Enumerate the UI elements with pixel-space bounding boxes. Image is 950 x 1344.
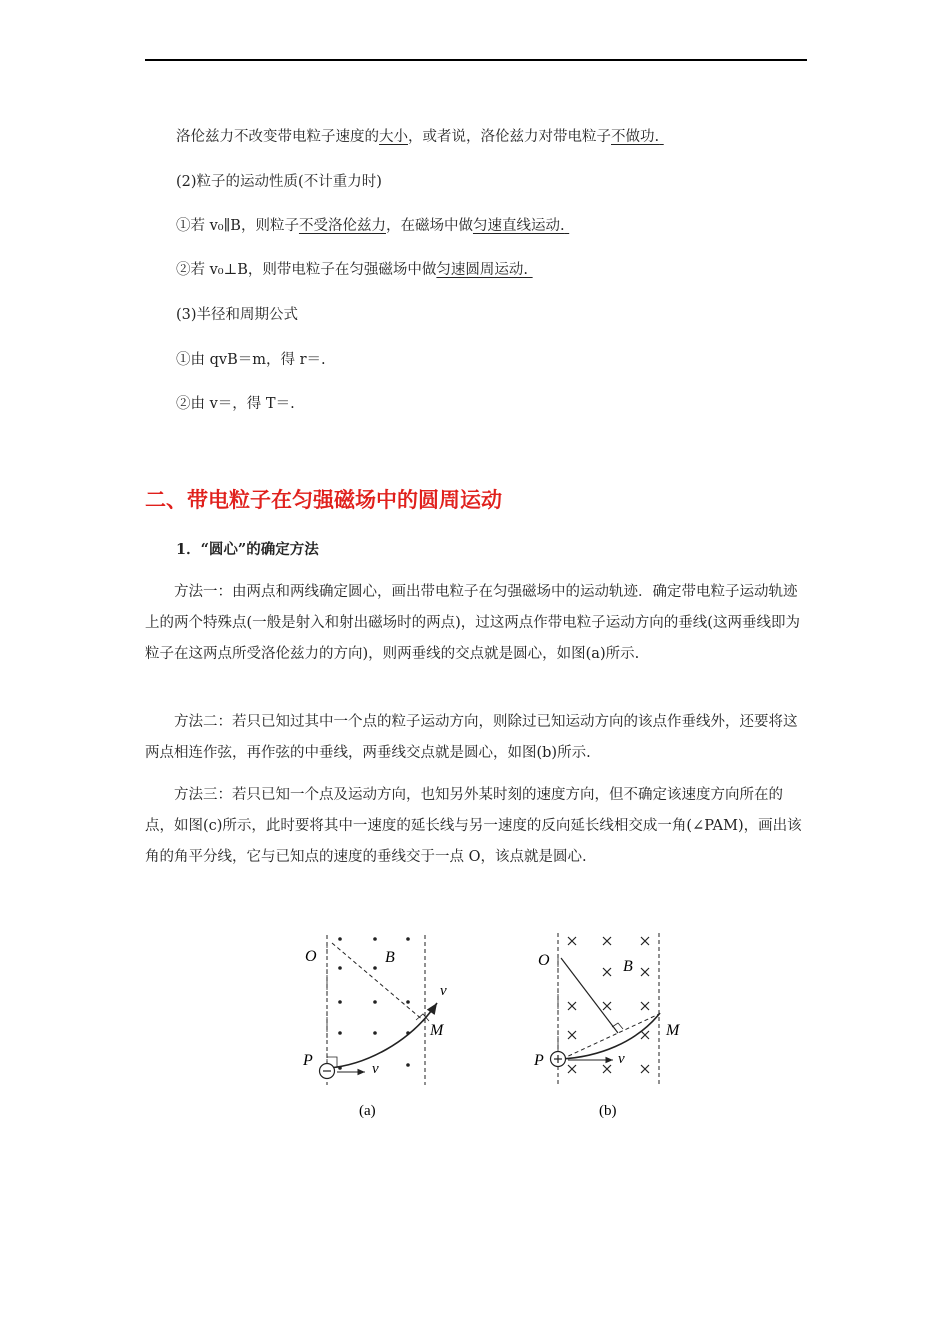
label-P: P (534, 1052, 544, 1069)
text-line-1 (176, 127, 664, 147)
label-M: M (666, 1022, 680, 1039)
header-rule (145, 59, 807, 61)
label-v-bottom: v (618, 1051, 625, 1067)
answer-underline: 匀速直线运动. (472, 218, 565, 234)
label-M: M (430, 1022, 444, 1039)
text-line-2: (2)粒子的运动性质(不计重力时) (176, 174, 382, 190)
figure-a (295, 925, 465, 1125)
label-v-top: v (440, 983, 447, 999)
text-segment: ②若 v₀⊥B，则带电粒子在匀强磁场中做 (176, 262, 437, 278)
section-heading: 二、带电粒子在匀强磁场中的圆周运动 (145, 488, 502, 512)
text-line-4 (176, 260, 533, 280)
subsection-heading: 1．“圆心”的确定方法 (176, 541, 319, 558)
text-line-3 (176, 216, 569, 236)
text-segment: 洛伦兹力不改变带电粒子速度的 (176, 129, 379, 145)
caption-a: (a) (359, 1103, 376, 1119)
method-two-paragraph: 方法二：若只已知过其中一个点的粒子运动方向，则除过已知运动方向的该点作垂线外，还要将这两点相连作弦，再作弦的中垂线，两垂线交点就是圆心，如图(b)所示. (145, 714, 798, 761)
text-line-5: (3)半径和周期公式 (176, 307, 299, 323)
answer-underline: 不做功. (611, 129, 660, 145)
text-line-7: ②由 v＝，得 T＝. (176, 396, 295, 412)
answer-underline: 匀速圆周运动. (436, 262, 529, 278)
method-one-paragraph: 方法一：由两点和两线确定圆心，画出带电粒子在匀强磁场中的运动轨迹．确定带电粒子运动轨迹上的两个特殊点(一般是射入和射出磁场时的两点)，过这两点作带电粒子运动方向的垂线(这两垂线即为粒子在这两点所受洛伦兹力的方向)，则两垂线的交点就是圆心，如图(a)所示. (145, 584, 800, 662)
answer-underline: 大小 (379, 129, 408, 145)
figure-b (528, 925, 703, 1125)
label-v-bottom: v (372, 1061, 379, 1077)
label-O: O (305, 948, 317, 965)
radius-line-om (332, 943, 424, 1021)
method-three-paragraph: 方法三：若只已知一个点及运动方向，也知另外某时刻的速度方向，但不确定该速度方向所在的点，如图(c)所示，此时要将其中一速度的延长线与另一速度的反向延长线相交成一角(∠PAM)，画出该角的角平分线，它与已知点的速度的垂线交于一点 O，该点就是圆心. (145, 787, 802, 865)
chord-pm (562, 1014, 659, 1059)
label-B: B (623, 958, 633, 975)
magnetic-field-crosses (568, 937, 649, 1073)
label-P: P (303, 1052, 313, 1069)
text-segment: ，在磁场中做 (385, 218, 473, 234)
answer-underline: 不受洛伦兹力 (298, 218, 386, 234)
text-line-6: ①由 qvB＝m，得 r＝. (176, 352, 326, 368)
caption-b: (b) (599, 1103, 617, 1119)
particle-trajectory (329, 1003, 437, 1068)
text-segment: ①若 v₀∥B，则粒子 (176, 218, 299, 234)
text-segment: ，或者说，洛伦兹力对带电粒子 (408, 129, 611, 145)
label-O: O (538, 952, 550, 969)
label-B: B (385, 949, 395, 966)
